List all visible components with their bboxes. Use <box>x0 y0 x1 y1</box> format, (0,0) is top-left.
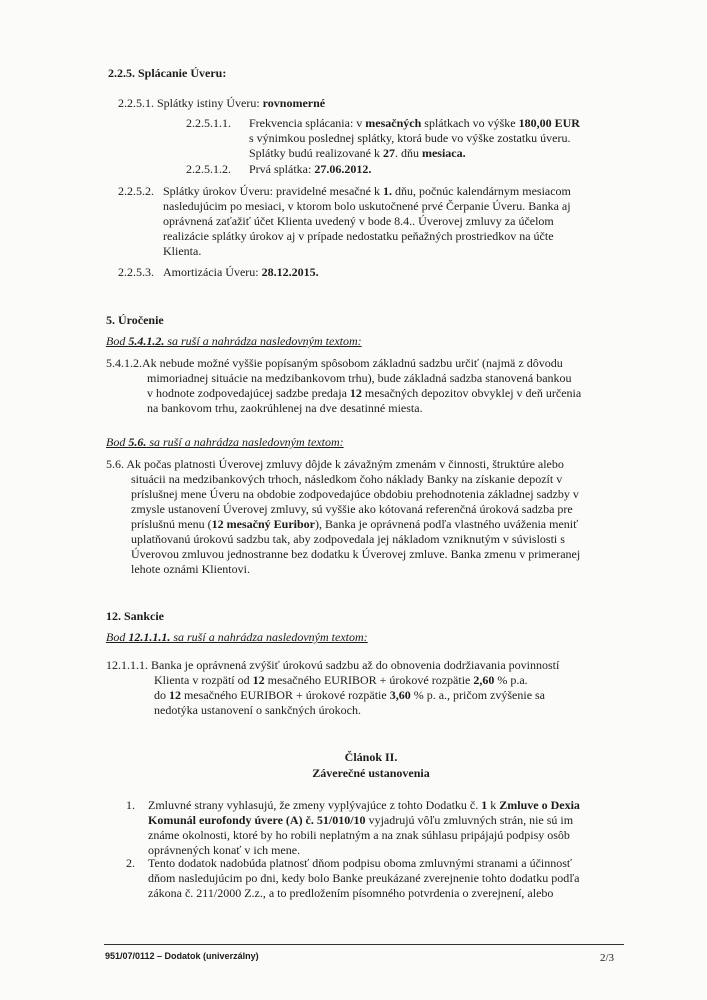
section-2-2-5-heading: 2.2.5. Splácanie Úveru: <box>108 66 227 80</box>
line: Komunál eurofondy úvere (A) č. 51/010/10 vyjadrujú vôľu zmluvných strán, nie sú im <box>148 813 574 827</box>
section-2-2-5-1-1 <box>249 116 629 161</box>
section-2-2-5-1-1-num: 2.2.5.1.1. <box>186 116 231 130</box>
line: nasledujúcim po mesiaci, v ktorom bolo uskutočnené prvé Čerpanie Úveru. Banka aj <box>163 199 571 213</box>
line: mimoriadnej situácie na medzibankovom trhu), bude základná sadzba stanovená bankou <box>147 371 572 385</box>
section-2-2-5-1-value: rovnomerné <box>262 96 326 110</box>
section-2-2-5-2-num: 2.2.5.2. <box>118 184 154 198</box>
line: lehote oznámi Klientovi. <box>131 562 250 576</box>
line: na bankovom trhu, zaokrúhlenej na dve desatinné miesta. <box>147 401 423 415</box>
line: Zmluvné strany vyhlasujú, že zmeny vyplývajúce z tohto Dodatku č. 1 k Zmluve o Dexia <box>148 798 580 812</box>
line: Klienta. <box>163 244 202 258</box>
footer-page-number: 2/3 <box>600 952 615 964</box>
line: príslušnú menu (12 mesačný Euribor), Banka je oprávnená podľa vlastného uváženia meniť <box>131 517 579 531</box>
footer-document-code: 951/07/0112 – Dodatok (univerzálny) <box>105 951 259 961</box>
line: Frekvencia splácania: v mesačných splátkach vo výške 180,00 EUR <box>249 116 580 130</box>
line: Tento dodatok nadobúda platnosť dňom podpisu oboma zmluvnými stranami a účinnosť <box>148 856 573 870</box>
section-2-2-5-1 <box>118 96 325 111</box>
line: zmysle ustanovení Úverovej zmluvy, sú vyššie ako kótovaná referenčná úroková sadzba pre <box>131 502 573 516</box>
section-2-2-5-1-2: Prvá splátka: 27.06.2012. <box>249 162 372 176</box>
section-2-2-5-3-num: 2.2.5.3. <box>118 265 154 279</box>
section-2-2-5-1-text: 2.2.5.1. Splátky istiny Úveru: <box>118 96 263 110</box>
article-subtitle: Záverečné ustanovenia <box>312 766 430 780</box>
line: do 12 mesačného EURIBOR + úrokové rozpätie 3,60 % p. a., pričom zvýšenie sa <box>154 688 546 702</box>
paragraph-12-1-1-1 <box>106 658 636 718</box>
section-5-bod-2: Bod 5.6. sa ruší a nahrádza nasledovným textom: <box>106 435 344 449</box>
line: realizácie splátky úrokov aj v prípade nedostatku peňažných prostriedkov na účte <box>163 229 554 243</box>
line: Splátky úrokov Úveru: pravidelné mesačné k 1. dňu, počnúc kalendárnym mesiacom <box>163 184 571 198</box>
section-2-2-5-3: Amortizácia Úveru: 28.12.2015. <box>163 265 319 279</box>
line: Úverovou zmluvou jednostranne bez dodatku k Úverovej zmluve. Banka zmenu v primeranej <box>131 547 581 561</box>
line: známe okolnosti, ktoré by ho robili neplatným a na znak súhlasu pripájajú podpisy osôb <box>148 828 570 842</box>
paragraph-5-4-1-2 <box>106 356 636 416</box>
section-12-bod: Bod 12.1.1.1. sa ruší a nahrádza nasledovným textom: <box>106 630 368 644</box>
line: nedotýka ustanovení o sankčných úrokoch. <box>154 703 361 717</box>
paragraph-5-6 <box>106 457 636 577</box>
line: situácii na medzibankových trhoch, následkom čoho náklady Banky na získanie depozít v <box>131 472 563 486</box>
final-item-1-num: 1. <box>126 798 135 812</box>
line: dňom nasledujúcim po dni, kedy bolo Banke preukázané zverejnenie tohto dodatku podľa <box>148 871 580 885</box>
footer-divider <box>104 944 624 945</box>
line: 12.1.1.1. Banka je oprávnená zvýšiť úrokovú sadzbu až do obnovenia dodržiavania povinností <box>106 658 560 672</box>
line: oprávnená zaťažiť účet Klienta uvedený v bode 8.4.. Úverovej zmluvy za účelom <box>163 214 554 228</box>
line: s výnimkou poslednej splátky, ktorá bude vo výške zostatku úveru. <box>249 131 571 145</box>
final-item-2 <box>148 856 628 901</box>
final-item-1 <box>148 798 628 858</box>
line: 5.4.1.2.Ak nebude možné vyššie popísaným spôsobom základnú sadzbu určiť (najmä z dôvodu <box>106 356 563 370</box>
section-2-2-5-2 <box>163 184 633 259</box>
final-item-2-num: 2. <box>126 856 135 870</box>
article-title: Článok II. <box>344 750 398 764</box>
line: Klienta v rozpätí od 12 mesačného EURIBOR + úrokové rozpätie 2,60 % p.a. <box>154 673 528 687</box>
line: príslušnej mene Úveru na obdobie zodpovedajúce obdobiu prehodnotenia základnej sadzby v <box>131 487 579 501</box>
line: oprávnených konať v ich mene. <box>148 843 301 857</box>
section-5-bod-1: Bod 5.4.1.2. sa ruší a nahrádza nasledovným textom: <box>106 334 362 348</box>
line: v hodnote zodpovedajúcej sadzbe predaja 12 mesačných depozitov obvyklej v deň určenia <box>147 386 582 400</box>
section-5-heading: 5. Úročenie <box>106 313 164 327</box>
line: uplatňovanú úrokovú sadzbu tak, aby zodpovedala jej nákladom vzniknutým v súvislosti s <box>131 532 565 546</box>
section-2-2-5-1-2-num: 2.2.5.1.2. <box>186 162 231 176</box>
line: zákona č. 211/2000 Z.z., a to predložením písomného potvrdenia o zverejnení, alebo <box>148 886 554 900</box>
line: 5.6. Ak počas platnosti Úverovej zmluvy dôjde k závažným zmenám v činnosti, štruktúre alebo <box>106 457 564 471</box>
line: Splátky budú realizované k 27. dňu mesiaca. <box>249 146 466 160</box>
section-12-heading: 12. Sankcie <box>106 609 165 623</box>
